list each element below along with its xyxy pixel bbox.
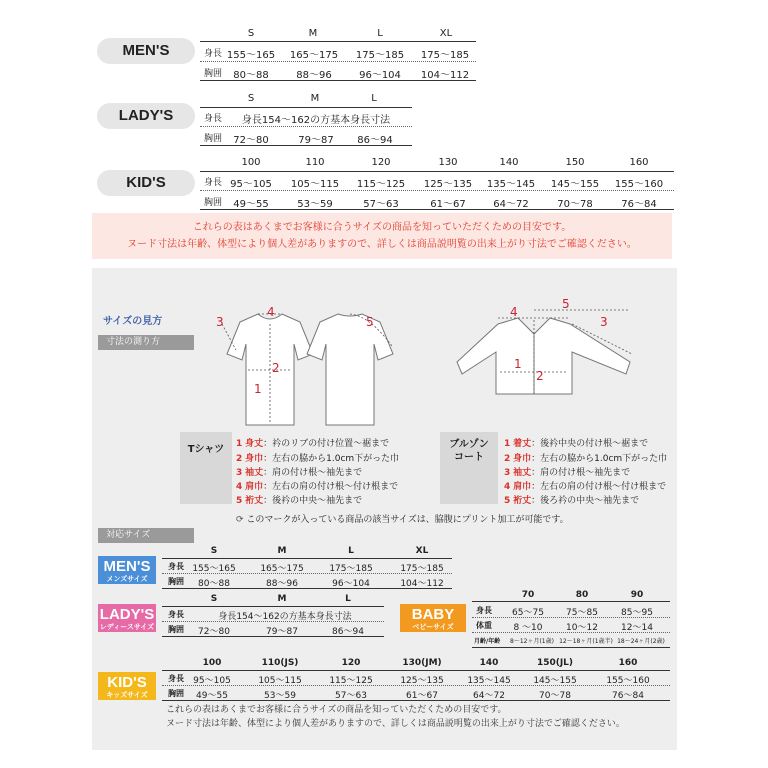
ladys-height-label: 身長 [204,114,223,124]
kids-size: 160 [629,157,649,168]
divider [200,61,476,62]
tshirt-item: 5 裄丈：後衿の中央〜袖先まで [236,496,363,506]
kids-chest: 70〜78 [557,199,593,210]
mens-height: 175〜185 [355,50,405,61]
kids-size: 100 [241,157,261,168]
tshirt-name: Tシャツ [187,444,225,455]
mens-size-l: L [377,28,383,39]
mens-height: 155〜165 [226,50,276,61]
b-kids-height: 125〜135 [400,676,444,686]
mens-height: 175〜185 [420,50,470,61]
diagram-num-3: 3 [216,315,224,329]
b-kids-height: 105〜115 [258,676,302,686]
kids-badge: KID'S キッズサイズ [98,672,156,700]
measure-bar: 寸法の測り方 [98,335,194,350]
b-mens-height: 175〜185 [329,564,373,574]
mens-size-xl: XL [439,28,453,39]
kids-chest: 49〜55 [233,199,269,210]
mens-height: 165〜175 [289,50,339,61]
divider [162,685,670,686]
jacket-diagram [440,296,655,411]
divider [200,126,412,127]
diagram-num-4: 4 [267,305,275,319]
divider [472,632,670,633]
b-mens-size: M [277,546,287,556]
b-kids-chest: 57〜63 [335,691,367,701]
b-mens-height-label: 身長 [168,562,184,571]
b-kids-chest: 64〜72 [473,691,505,701]
jacket-name-2: コート [454,452,484,463]
b-baby-weight: 12〜14 [621,623,653,633]
mens-chest: 88〜96 [296,70,332,81]
b-mens-height: 165〜175 [260,564,304,574]
tshirt-diagram [200,300,415,428]
b-baby-age: 18〜24ヶ月(2歳) [617,638,665,645]
kids-size: 110 [305,157,325,168]
ladys-badge: LADY'S レディースサイズ [99,606,155,631]
b-ladys-height-label: 身長 [168,610,184,619]
mens-chest: 96〜104 [359,70,401,81]
tshirt-name-box [180,432,232,504]
b-mens-height: 155〜165 [192,564,236,574]
ladys-chest: 86〜94 [357,135,393,146]
diagram-num-5: 5 [562,297,570,311]
baby-badge: BABY ベビーサイズ [400,604,466,632]
b-kids-height: 95〜105 [193,676,231,686]
b-kids-chest: 76〜84 [612,691,644,701]
divider [162,588,452,589]
divider [162,621,384,622]
b-baby-height: 65〜75 [512,608,544,618]
b-baby-size: 80 [575,590,589,600]
b-mens-height: 175〜185 [400,564,444,574]
kids-size: 140 [499,157,519,168]
print-note: ⟳ このマークが入っている商品の該当サイズは、脇腹にプリント加工が可能です。 [236,515,569,525]
b-ladys-size: L [345,594,351,604]
kids-chest: 53〜59 [297,199,333,210]
b-kids-size: 150(JL) [536,658,574,668]
divider [162,573,452,574]
kids-height: 145〜155 [550,179,600,190]
kids-height: 125〜135 [423,179,473,190]
b-baby-age: 12〜18ヶ月(1歳半) [559,638,613,645]
b-kids-size: 140 [479,658,499,668]
kids-height-label: 身長 [204,178,223,188]
divider [472,601,670,602]
kids-height: 115〜125 [356,179,406,190]
tshirt-back-shape [307,314,393,425]
sizes-bar: 対応サイズ [98,528,194,543]
jacket-name-box [440,432,498,504]
kids-chest: 64〜72 [493,199,529,210]
bottom-notice-line-2: ヌード寸法は年齢、体型により個人差がありますので、詳しくは商品説明覧の出来上がり寸法でご確認ください。 [166,719,625,729]
b-baby-height: 75〜85 [566,608,598,618]
divider [200,171,674,172]
kids-height: 105〜115 [290,179,340,190]
notice-box [92,213,672,259]
divider [162,636,384,637]
b-ladys-chest: 72〜80 [198,627,230,637]
b-kids-chest: 49〜55 [196,691,228,701]
jacket-item: 4 肩巾：左右の肩の付け根〜付け根まで [504,482,667,492]
divider [162,700,670,701]
kids-size: 150 [565,157,585,168]
kids-chest: 61〜67 [430,199,466,210]
ladys-size: L [371,93,377,104]
b-ladys-chest: 86〜94 [332,627,364,637]
diagram-num-2: 2 [536,369,544,383]
divider [200,190,674,191]
b-baby-age: 8〜12ヶ月(1歳) [510,638,554,645]
kids-height: 135〜145 [486,179,536,190]
b-baby-size: 70 [521,590,535,600]
kids-label: KID'S [97,170,195,196]
ladys-chest: 79〜87 [298,135,334,146]
ladys-label: LADY'S [97,103,195,129]
mens-size-m: M [308,28,318,39]
b-kids-size: 110(JS) [261,658,299,668]
jacket-item: 1 着丈：後衿中央の付け根〜裾まで [504,439,649,449]
diagram-num-5: 5 [366,315,374,329]
b-mens-chest: 80〜88 [198,579,230,589]
print-mark-icon: ⟳ [236,515,244,525]
b-mens-size: L [348,546,354,556]
b-ladys-chest: 79〜87 [266,627,298,637]
tshirt-item: 1 身丈：衿のリブの付け位置〜裾まで [236,439,390,449]
b-kids-height: 155〜160 [606,676,650,686]
b-kids-size: 160 [618,658,638,668]
divider [162,606,384,607]
b-mens-chest: 104〜112 [400,579,444,589]
b-kids-height: 135〜145 [467,676,511,686]
kids-chest-label: 胸囲 [204,198,223,208]
ladys-chest-label: 胸囲 [204,134,223,144]
divider [200,107,412,108]
bottom-notice [166,703,625,731]
tshirt-item: 2 身巾：左右の脇から1.0cm下がった巾 [236,454,400,464]
b-mens-chest-label: 胸囲 [168,577,184,586]
b-mens-size: S [210,546,218,556]
b-kids-size: 120 [341,658,361,668]
diagram-num-1: 1 [514,357,522,371]
b-baby-age-label: 月齢/年齢 [474,638,501,645]
b-mens-chest: 96〜104 [332,579,370,589]
b-kids-height: 145〜155 [533,676,577,686]
b-kids-height: 115〜125 [329,676,373,686]
mens-badge: MEN'S メンズサイズ [98,556,156,584]
b-kids-size: 130(JM) [402,658,442,668]
ladys-chest: 72〜80 [233,135,269,146]
b-kids-height-label: 身長 [168,674,184,683]
divider [200,41,476,42]
kids-size: 120 [371,157,391,168]
b-ladys-chest-label: 胸囲 [168,625,184,634]
jacket-item: 5 裄丈：後ろ衿の中央〜袖先まで [504,496,640,506]
b-ladys-height-note: 身長154〜162の方基本身長寸法 [218,612,352,622]
size-guide-title: サイズの見方 [103,316,163,327]
b-kids-chest-label: 胸囲 [168,689,184,698]
diagram-num-3: 3 [600,315,608,329]
mens-chest: 80〜88 [233,70,269,81]
divider [162,558,452,559]
divider [200,145,412,146]
b-baby-weight-label: 体重 [476,621,492,630]
b-baby-weight: 8 〜10 [513,623,543,633]
mens-size-s: S [247,28,255,39]
jacket-item: 2 身巾：左右の脇から1.0cm下がった巾 [504,454,668,464]
b-ladys-size: M [277,594,287,604]
kids-size: 130 [438,157,458,168]
b-baby-height: 85〜95 [621,608,653,618]
notice-line-2: ヌード寸法は年齢、体型により個人差がありますので、詳しくは商品説明覧の出来上がり寸法でご確認ください。 [127,239,637,250]
b-ladys-size: S [210,594,218,604]
bottom-notice-line-1: これらの表はあくまでお客様に合うサイズの商品を知っていただくための目安です。 [166,705,507,715]
mens-chest-label: 胸囲 [204,69,223,79]
divider [200,80,476,81]
b-kids-chest: 61〜67 [406,691,438,701]
b-baby-height-label: 身長 [476,606,492,615]
b-kids-size: 100 [202,658,222,668]
kids-chest: 57〜63 [363,199,399,210]
ladys-height-note: 身長154〜162の方基本身長寸法 [241,115,391,126]
kids-height: 95〜105 [230,179,272,190]
divider [472,617,670,618]
b-mens-size: XL [415,546,429,556]
diagram-num-1: 1 [254,382,262,396]
mens-chest: 104〜112 [420,70,470,81]
divider [472,647,670,648]
b-mens-chest: 88〜96 [266,579,298,589]
diagram-num-2: 2 [272,361,280,375]
kids-chest: 76〜84 [621,199,657,210]
b-kids-chest: 53〜59 [264,691,296,701]
mens-label: MEN'S [97,38,195,64]
divider [200,209,674,210]
kids-height: 155〜160 [614,179,664,190]
ladys-size: M [310,93,320,104]
mens-height-label: 身長 [204,49,223,59]
notice-line-1: これらの表はあくまでお客様に合うサイズの商品を知っていただくための目安です。 [192,222,572,233]
ladys-size: S [247,93,255,104]
jacket-name-1: ブルゾン [449,439,489,450]
b-baby-size: 90 [630,590,644,600]
tshirt-item: 3 袖丈：肩の付け根〜袖先まで [236,468,363,478]
jacket-item: 3 袖丈：肩の付け根〜袖先まで [504,468,631,478]
b-kids-chest: 70〜78 [539,691,571,701]
tshirt-item: 4 肩巾：左右の肩の付け根〜付け根まで [236,482,399,492]
b-baby-weight: 10〜12 [566,623,598,633]
divider [162,670,670,671]
diagram-num-4: 4 [510,305,518,319]
